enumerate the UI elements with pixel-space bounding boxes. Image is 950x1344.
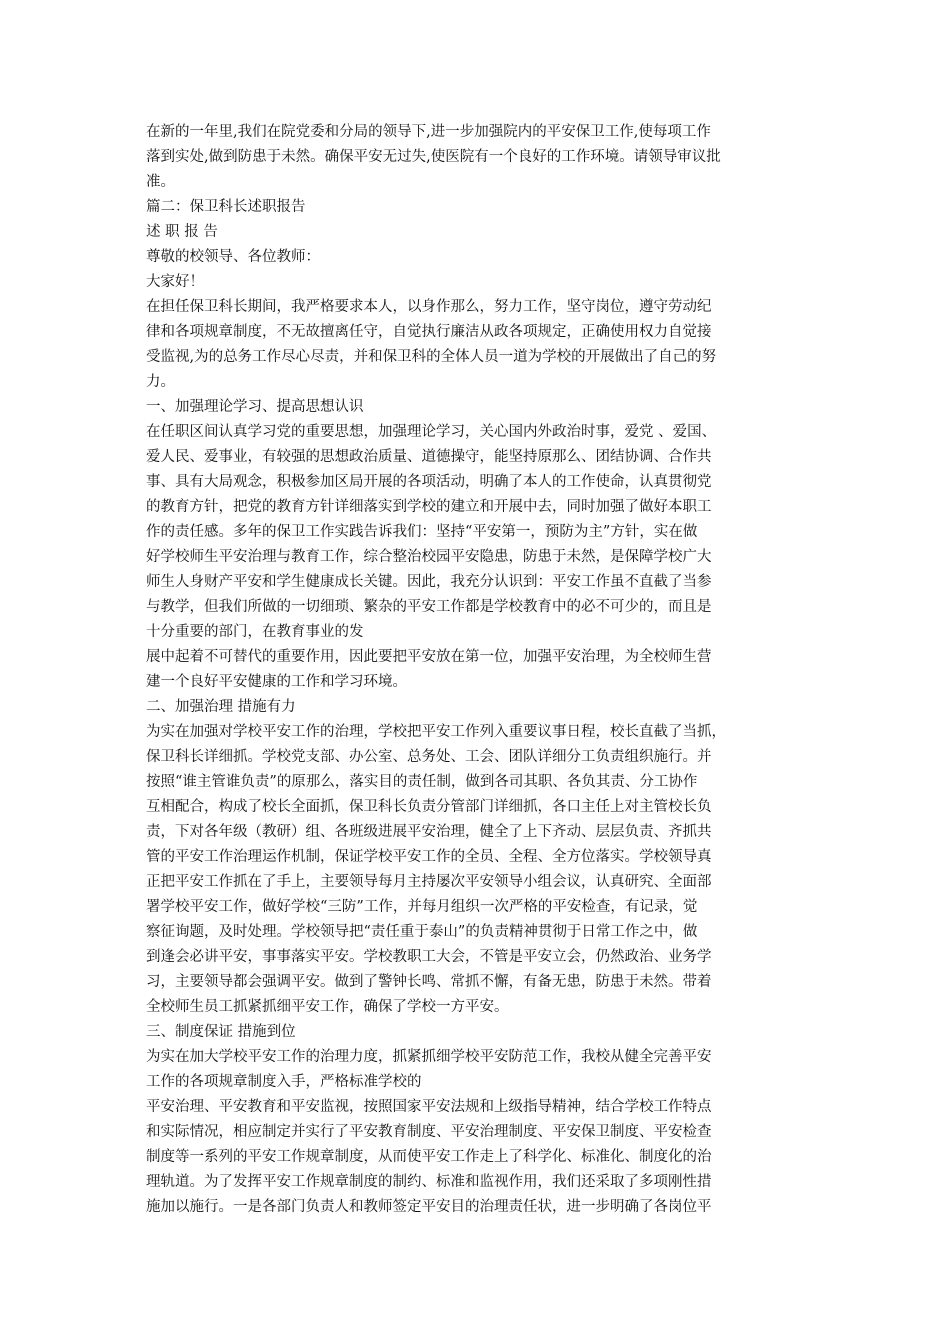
text-line: 落到实处,做到防患于未然。确保平安无过失,使医院有一个良好的工作环境。请领导审议批 — [146, 149, 721, 165]
text-line: 尊敬的校领导、各位教师： — [146, 249, 320, 265]
text-line: 署学校平安工作，做好学校“三防”工作，并每月组织一次严格的平安检查，有记录，觉 — [146, 899, 698, 915]
text-line: 爱人民、爱事业，有较强的思想政治质量、道德操守，能坚持原那么、团结协调、合作共 — [146, 449, 712, 465]
text-line: 和实际情况，相应制定并实行了平安教育制度、平安治理制度、平安保卫制度、平安检查 — [146, 1124, 712, 1140]
text-line: 受监视,为的总务工作尽心尽责，并和保卫科的全体人员一道为学校的开展做出了自己的努 — [146, 349, 717, 365]
text-line: 习，主要领导都会强调平安。做到了警钟长鸣、常抓不懈，有备无患，防患于未然。带着 — [146, 974, 712, 990]
text-line: 互相配合，构成了校长全面抓，保卫科长负责分管部门详细抓，各口主任上对主管校长负 — [146, 799, 712, 815]
text-line: 察征询题，及时处理。学校领导把“责任重于泰山”的负责精神贯彻于日常工作之中，做 — [146, 924, 698, 940]
text-line: 述 职 报 告 — [146, 224, 218, 240]
text-line: 按照“谁主管谁负责”的原那么，落实目的责任制，做到各司其职、各负其责、分工协作 — [146, 774, 698, 790]
text-line: 保卫科长详细抓。学校党支部、办公室、总务处、工会、团队详细分工负责组织施行。并 — [146, 749, 712, 765]
text-line: 律和各项规章制度，不无故擅离任守，自觉执行廉洁从政各项规定，正确使用权力自觉接 — [146, 324, 712, 340]
text-line: 十分重要的部门，在教育事业的发 — [146, 624, 364, 640]
text-line: 二、加强治理 措施有力 — [146, 699, 296, 715]
text-line: 工作的各项规章制度入手，严格标准学校的 — [146, 1074, 422, 1090]
text-line: 施加以施行。一是各部门负责人和教师签定平安目的治理责任状，进一步明确了各岗位平 — [146, 1199, 712, 1215]
text-line: 在新的一年里,我们在院党委和分局的领导下,进一步加强院内的平安保卫工作,使每项工作 — [146, 124, 711, 140]
text-line: 全校师生员工抓紧抓细平安工作，确保了学校一方平安。 — [146, 999, 509, 1015]
text-line: 三、制度保证 措施到位 — [146, 1024, 296, 1040]
text-line: 制度等一系列的平安工作规章制度，从而使平安工作走上了科学化、标准化、制度化的治 — [146, 1149, 712, 1165]
text-line: 正把平安工作抓在了手上，主要领导每月主持屡次平安领导小组会议，认真研究、全面部 — [146, 874, 712, 890]
text-line: 建一个良好平安健康的工作和学习环境。 — [146, 674, 407, 690]
text-line: 到逢会必讲平安，事事落实平安。学校教职工大会，不管是平安立会，仍然政治、业务学 — [146, 949, 712, 965]
text-line: 在担任保卫科长期间，我严格要求本人，以身作那么，努力工作，坚守岗位，遵守劳动纪 — [146, 299, 712, 315]
text-line: 篇二：保卫科长述职报告 — [146, 199, 306, 215]
text-line: 管的平安工作治理运作机制，保证学校平安工作的全员、全程、全方位落实。学校领导真 — [146, 849, 712, 865]
text-line: 准。 — [146, 174, 175, 190]
text-line: 的教育方针，把党的教育方针详细落实到学校的建立和开展中去，同时加强了做好本职工 — [146, 499, 712, 515]
text-line: 好学校师生平安治理与教育工作，综合整治校园平安隐患，防患于未然，是保障学校广大 — [146, 549, 712, 565]
text-line: 大家好！ — [146, 274, 204, 290]
text-line: 一、加强理论学习、提高思想认识 — [146, 399, 364, 415]
text-line: 师生人身财产平安和学生健康成长关键。因此，我充分认识到：平安工作虽不直截了当参 — [146, 574, 712, 590]
text-line: 事、具有大局观念，积极参加区局开展的各项活动，明确了本人的工作使命，认真贯彻党 — [146, 474, 712, 490]
text-line: 为实在加强对学校平安工作的治理，学校把平安工作列入重要议事日程，校长直截了当抓， — [146, 724, 726, 740]
text-line: 责，下对各年级（教研）组、各班级进展平安治理，健全了上下齐动、层层负责、齐抓共 — [146, 824, 712, 840]
text-line: 与教学，但我们所做的一切细琐、繁杂的平安工作都是学校教育中的必不可少的，而且是 — [146, 599, 712, 615]
text-line: 平安治理、平安教育和平安监视，按照国家平安法规和上级指导精神，结合学校工作特点 — [146, 1099, 712, 1115]
text-line: 作的责任感。多年的保卫工作实践告诉我们：坚持“平安第一，预防为主”方针，实在做 — [146, 524, 698, 540]
text-line: 力。 — [146, 374, 175, 390]
text-line: 展中起着不可替代的重要作用，因此要把平安放在第一位，加强平安治理，为全校师生营 — [146, 649, 712, 665]
document-body — [146, 120, 816, 1220]
text-line: 为实在加大学校平安工作的治理力度，抓紧抓细学校平安防范工作，我校从健全完善平安 — [146, 1049, 712, 1065]
text-line: 理轨道。为了发挥平安工作规章制度的制约、标准和监视作用，我们还采取了多项刚性措 — [146, 1174, 712, 1190]
text-line: 在任职区间认真学习党的重要思想，加强理论学习，关心国内外政治时事，爱党 、爱国、 — [146, 424, 717, 440]
